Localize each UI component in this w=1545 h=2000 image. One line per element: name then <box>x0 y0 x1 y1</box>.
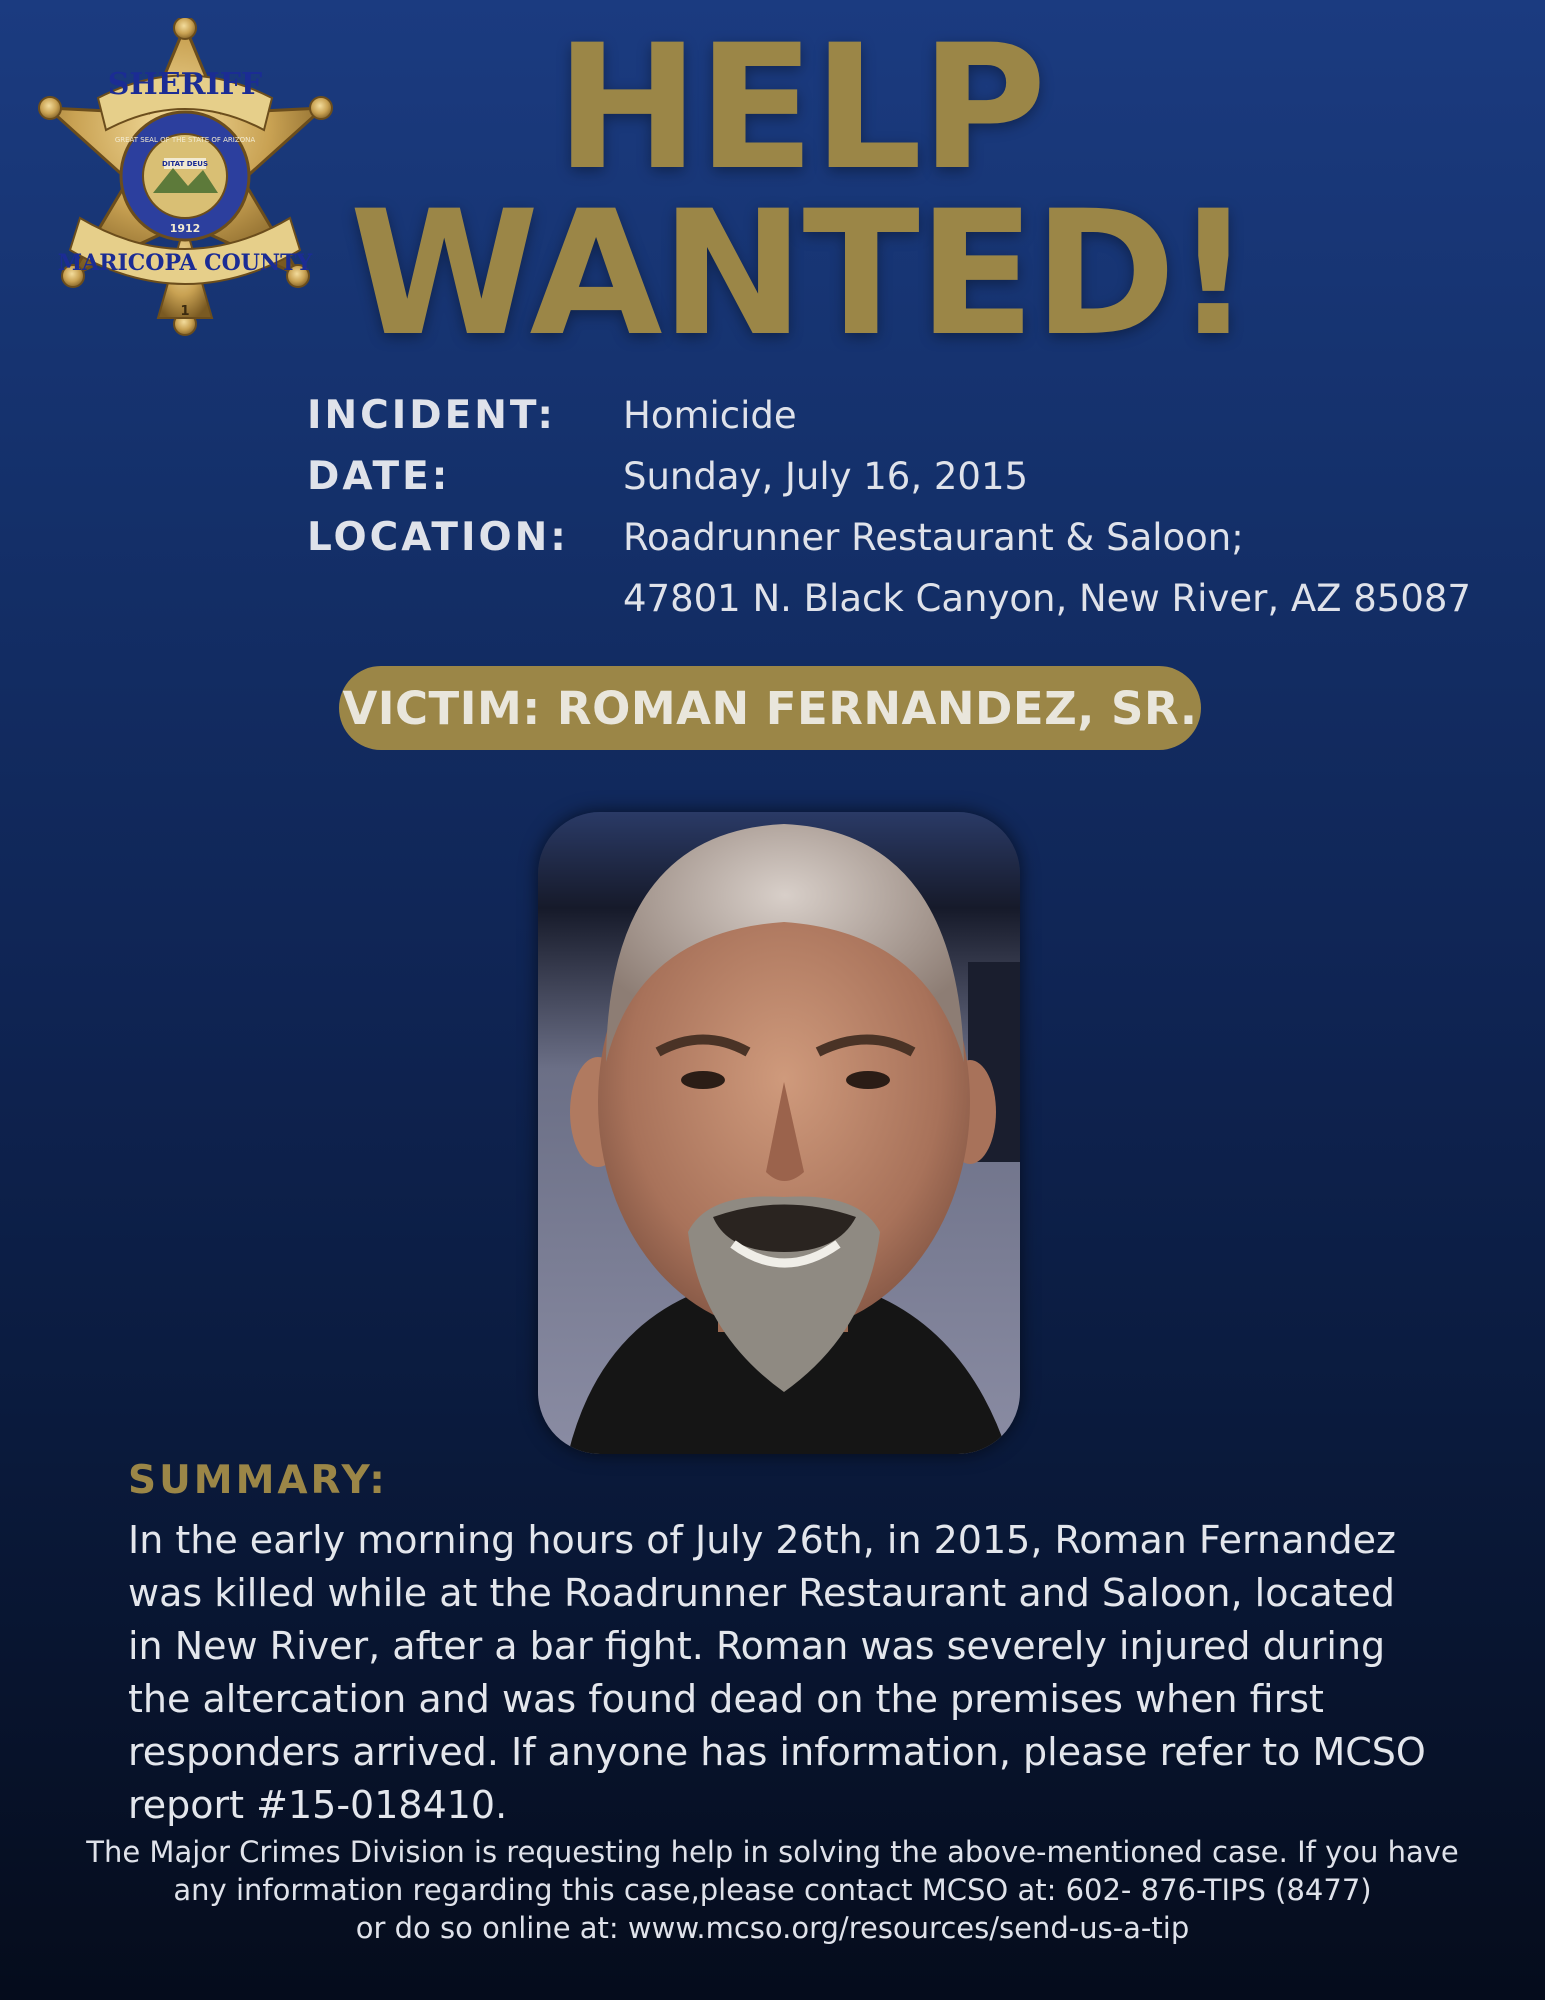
footer-line-1: The Major Crimes Division is requesting help in solving the above-mentioned case. If you have <box>86 1835 1459 1869</box>
summary-heading: SUMMARY: <box>128 1458 388 1503</box>
detail-value: Sunday, July 16, 2015 <box>623 455 1029 498</box>
victim-photo <box>538 812 1020 1454</box>
victim-name-banner: VICTIM: ROMAN FERNANDEZ, SR. <box>339 666 1201 750</box>
detail-row-incident <box>307 385 1507 446</box>
badge-year: 1912 <box>169 222 201 235</box>
footer-line-3: or do so online at: www.mcso.org/resources/send-us-a-tip <box>355 1911 1190 1945</box>
headline-help: HELP <box>555 7 1045 208</box>
detail-label: INCIDENT: <box>307 393 557 438</box>
detail-value: Roadrunner Restaurant & Saloon; <box>623 516 1244 559</box>
summary-text: In the early morning hours of July 26th, in 2015, Roman Fernandez was killed while at the Roadrunner Restaurant and Saloon, located in New River, after a bar fight. Roman was severely injured during the altercation and was found dead on the premises when first responders arrived. If anyone has information, please refer to MCSO report #15-018410. <box>128 1518 1426 1827</box>
detail-row-location <box>307 507 1507 568</box>
detail-value: Homicide <box>623 394 797 437</box>
badge-bottom-text: MARICOPA COUNTY <box>57 250 313 276</box>
contact-footer <box>60 1833 1485 1947</box>
detail-row-date <box>307 446 1507 507</box>
detail-label: DATE: <box>307 454 451 499</box>
badge-motto: DITAT DEUS <box>161 160 209 168</box>
headline-wanted: WANTED! <box>349 173 1251 374</box>
badge-top-text: SHERIFF <box>107 67 263 102</box>
detail-label: LOCATION: <box>307 515 569 560</box>
detail-row-address <box>307 568 1507 629</box>
footer-line-2: any information regarding this case,please contact MCSO at: 602- 876-TIPS (8477) <box>173 1873 1372 1907</box>
sheriff-badge-logo <box>38 18 333 336</box>
badge-ring-text: GREAT SEAL OF THE STATE OF ARIZONA <box>114 136 256 144</box>
badge-number: 1 <box>180 304 190 319</box>
incident-details <box>307 385 1507 629</box>
detail-value: 47801 N. Black Canyon, New River, AZ 85087 <box>623 577 1471 620</box>
